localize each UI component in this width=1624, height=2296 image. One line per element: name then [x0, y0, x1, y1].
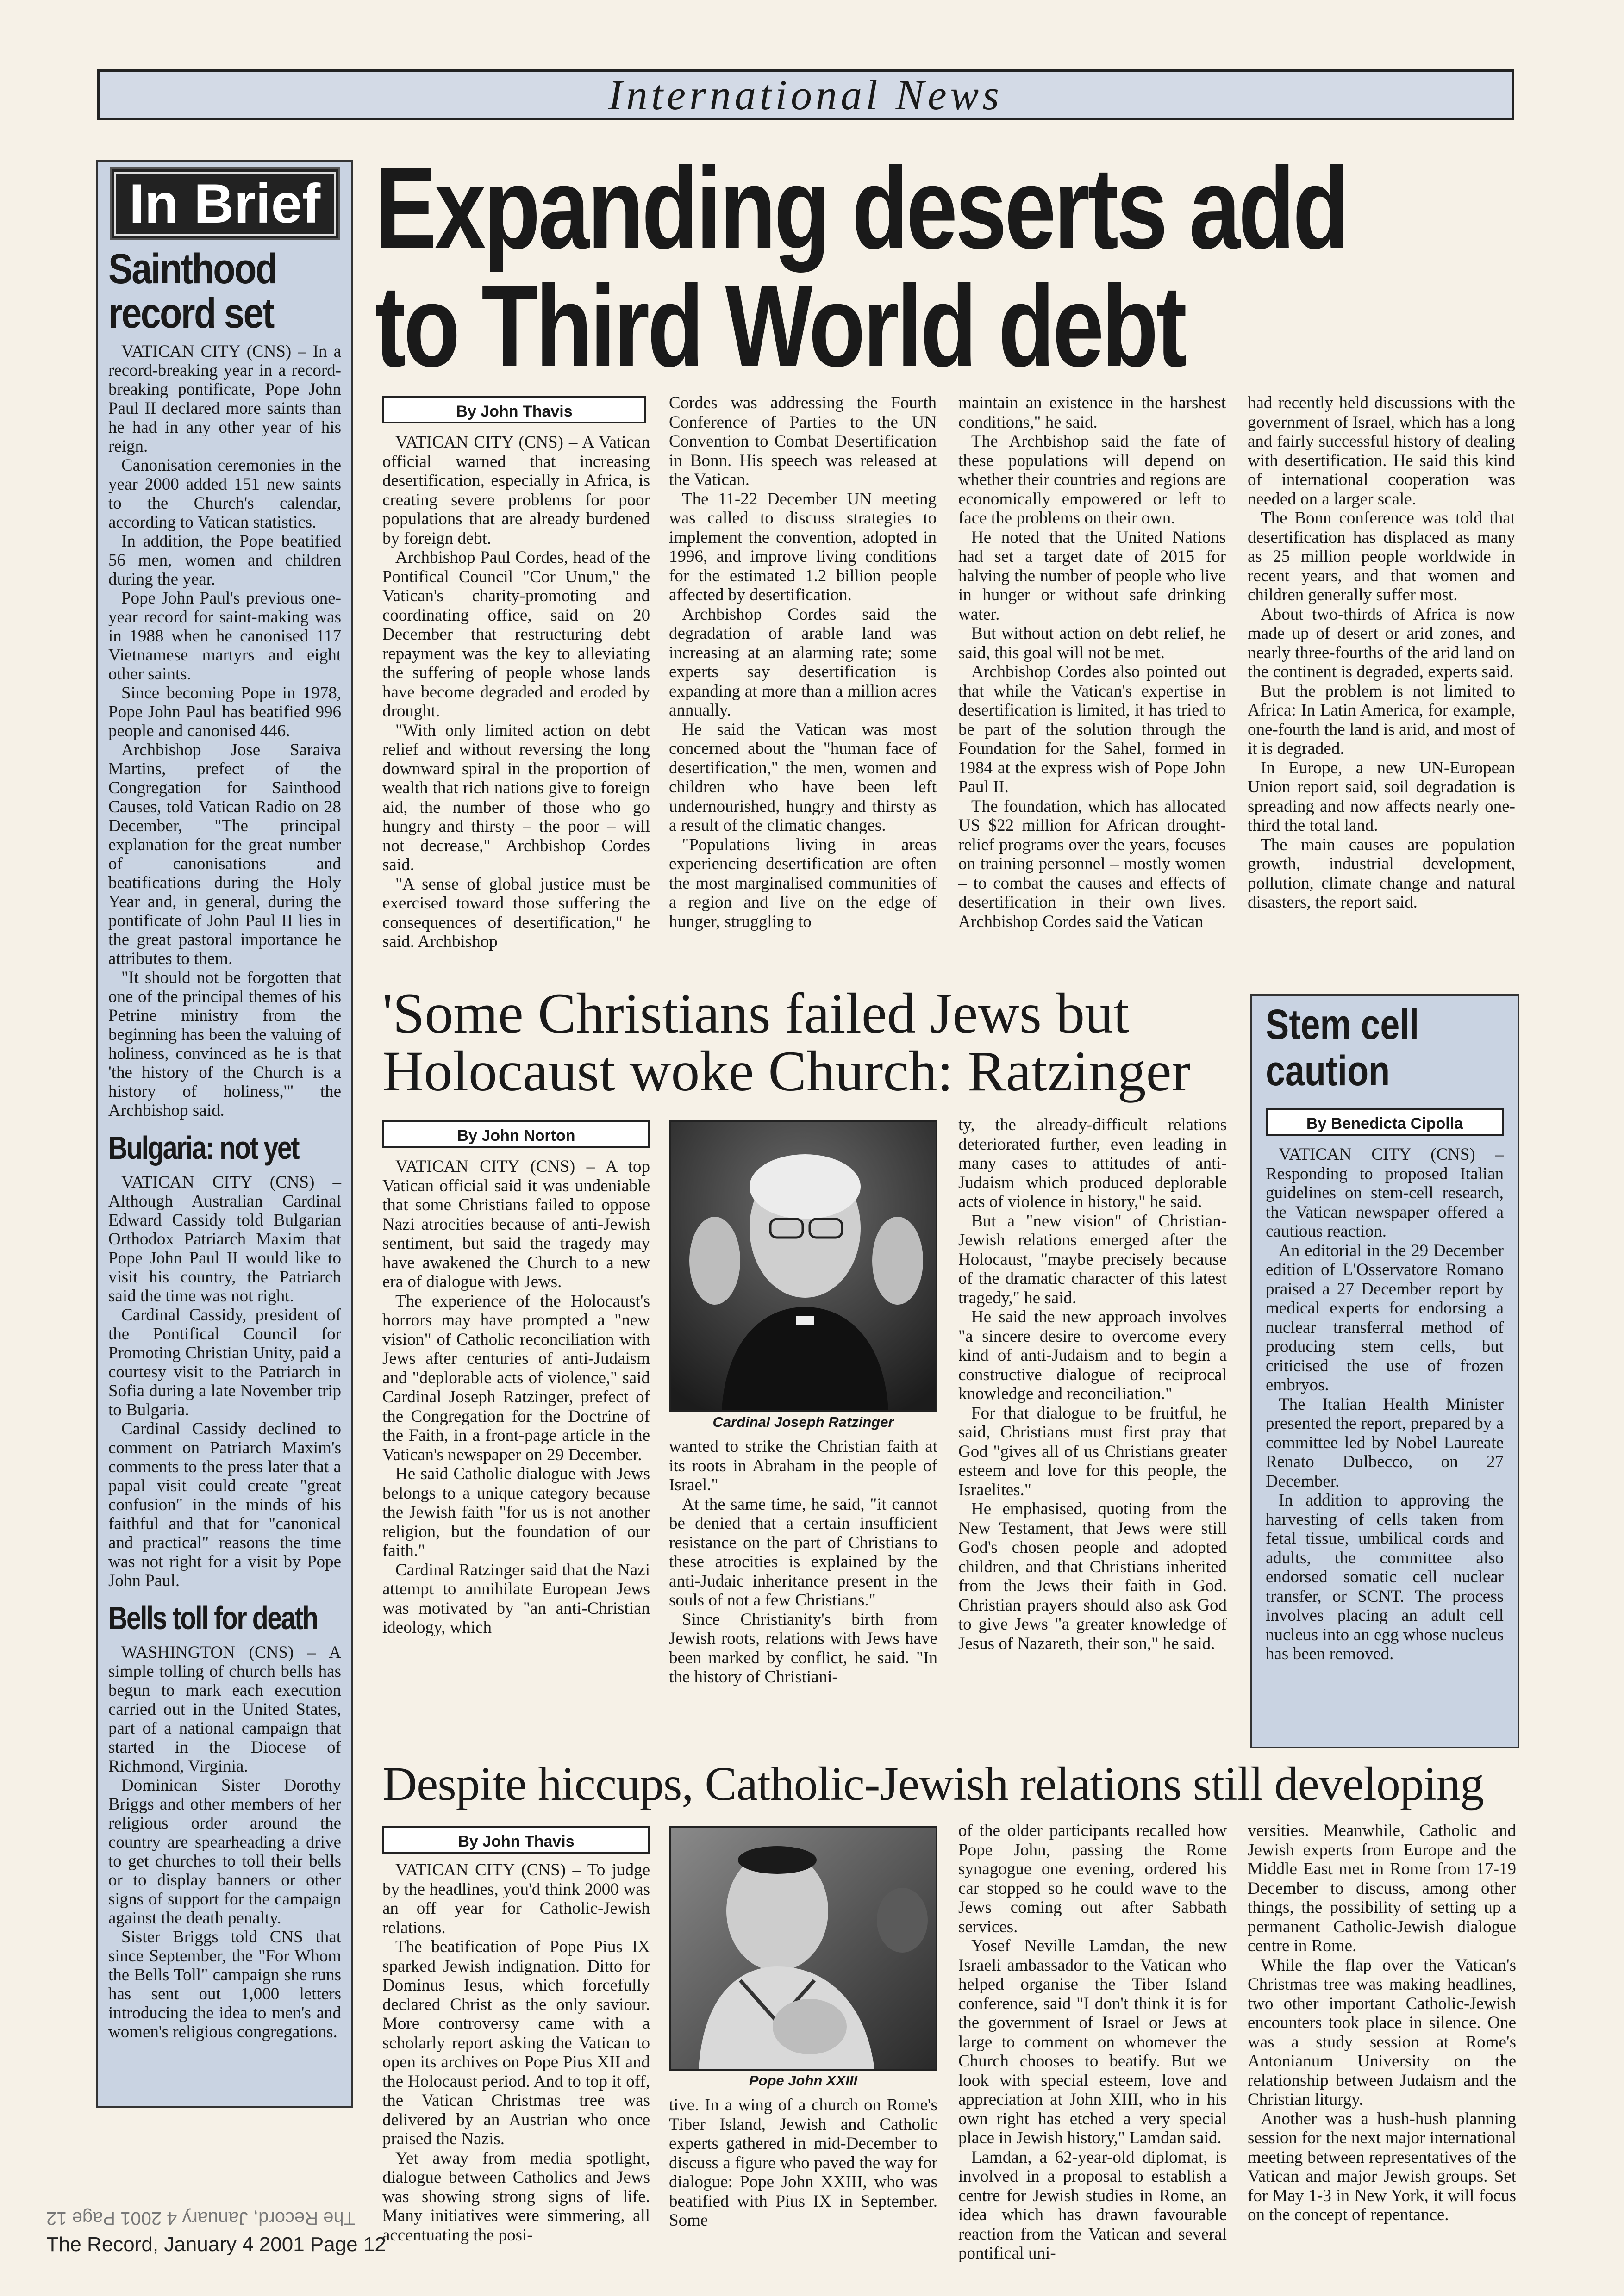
paragraph: Dominican Sister Dorothy Briggs and other members of her religious order around the country are spearheading a drive to get churches to toll their bells or to display banners or other signs of support for the campaign against the death penalty. — [108, 1776, 341, 1928]
lead-headline-line-2: to Third World debt — [375, 261, 1185, 391]
paragraph: maintain an existence in the harshest conditions," he said. — [958, 393, 1226, 432]
relations-byline: By John Thavis — [382, 1826, 650, 1854]
ratzinger-headline-line-2: Holocaust woke Church: Ratzinger — [382, 1039, 1191, 1103]
ratzinger-photo-image — [671, 1122, 936, 1410]
brief-body — [108, 342, 341, 1120]
paragraph: Cardinal Cassidy declined to comment on Patriarch Maxim's comments to the press later that a papal visit could create "great confusion" in the minds of his faithful and that for "canonical and practical" reasons the time was not right for a visit by Pope John Paul. — [108, 1419, 341, 1590]
in-brief-sidebar — [96, 160, 353, 2108]
paragraph: VATICAN CITY (CNS) – A top Vatican official said it was undeniable that some Christians failed to oppose Nazi atrocities because of anti-Jewish sentiment, but said the tragedy may have awakened the Church to a new era of dialogue with Jews. — [382, 1157, 650, 1291]
paragraph: At the same time, he said, "it cannot be denied that a certain insufficient resistance on the part of Christians to these atrocities is explained by the anti-Judaic inheritance present in the souls of not a few Christians." — [669, 1494, 937, 1610]
section-header-bar — [97, 69, 1514, 120]
section-title: International News — [608, 71, 1003, 118]
paragraph: Another was a hush-hush planning session for the next major international meeting between representatives of the Vatican and major Jewish groups. Set for May 1-3 in New York, it will focus on the concept of repentance. — [1248, 2109, 1516, 2224]
paragraph: "It should not be forgotten that one of the principal themes of his Petrine ministry from the beginning has been the valuing of holiness, convinced as he is that 'the history of the Church is a history of holiness,'" the Archbishop said. — [108, 968, 341, 1120]
paragraph: The Archbishop said the fate of these populations will depend on whether their countries and regions are economically empowered or left to face the problems on their own. — [958, 432, 1226, 528]
paragraph: VATICAN CITY (CNS) – In a record-breaking year in a record-breaking pontificate, Pope John Paul II declared more saints than he had in any other year of his reign. — [108, 342, 341, 456]
paragraph: Yet away from media spotlight, dialogue between Catholics and Jews was showing strong signs of life. Many initiatives were simmering, all accentuating the posi- — [382, 2148, 650, 2245]
brief-body — [108, 1643, 341, 2041]
paragraph: "A sense of global justice must be exercised toward those suffering the consequences of desertification," he said. Archbishop — [382, 874, 650, 951]
lead-column-4 — [1248, 393, 1515, 912]
ratzinger-column-3 — [958, 1115, 1227, 1653]
paragraph: of the older participants recalled how Pope John, passing the Rome synagogue one evening, ordered his car stopped so he could wave to the Jews coming out after Sabbath services. — [958, 1821, 1227, 1936]
paragraph: Cardinal Ratzinger said that the Nazi attempt to annihilate European Jews was motivated by "an anti-Christian ideology, which — [382, 1560, 650, 1637]
john-xxiii-photo — [669, 1826, 937, 2071]
paragraph: But the problem is not limited to Africa: In Latin America, for example, one-fourth the land is arid, and most of it is degraded. — [1248, 681, 1515, 758]
paragraph: An editorial in the 29 December edition of L'Osservatore Romano praised a 27 December report by medical experts for endorsing a nuclear transferral method of producing stem cells, but criticised the use of frozen embryos. — [1266, 1241, 1504, 1394]
ratzinger-headline-line-1: 'Some Christians failed Jews but — [382, 982, 1130, 1045]
paragraph: wanted to strike the Christian faith at its roots in Abraham in the people of Israel." — [669, 1437, 937, 1494]
paragraph: "With only limited action on debt relief and without reversing the long downward spiral in the proportion of wealth that rich nations give to foreign aid, the number of those who go hungry and thirsty – the poor – will not decrease," Archbishop Cordes said. — [382, 721, 650, 874]
stem-headline: Stem cell caution — [1266, 1001, 1419, 1095]
paragraph: Archbishop Cordes also pointed out that while the Vatican's expertise in desertification is limited, it has tried to be part of the solution through the Foundation for the Sahel, formed in 1984 at the express wish of Pope John Paul II. — [958, 662, 1226, 796]
paragraph: Archbishop Jose Saraiva Martins, prefect of the Congregation for Sainthood Causes, told Vatican Radio on 28 December, "The principal explanation for the great number of canonisations and beatifications during the Holy Year and, in general, during the pontificate of John Paul II lies in the great pastoral importance he attributes to them. — [108, 740, 341, 968]
paragraph: Cordes was addressing the Fourth Conference of Parties to the UN Convention to Combat Desertification in Bonn. His speech was released at the Vatican. — [669, 393, 937, 489]
paragraph: "Populations living in areas experiencing desertification are often the most marginalised communities of a region and live on the edge of hunger, struggling to — [669, 835, 937, 931]
paragraph: Canonisation ceremonies in the year 2000 added 151 new saints to the Church's calendar, according to Vatican statistics. — [108, 456, 341, 532]
ratzinger-byline: By John Norton — [382, 1120, 650, 1148]
lead-column-2 — [669, 393, 937, 931]
paragraph: WASHINGTON (CNS) – A simple tolling of church bells has begun to mark each execution carried out in the United States, part of a national campaign that started in the Diocese of Richmond, Virginia. — [108, 1643, 341, 1776]
ratzinger-column-2 — [669, 1437, 937, 1687]
paragraph: Cardinal Cassidy, president of the Pontifical Council for Promoting Christian Unity, paid a courtesy visit to the Patriarch in Sofia during a late November trip to Bulgaria. — [108, 1306, 341, 1419]
paragraph: VATICAN CITY (CNS) – To judge by the headlines, you'd think 2000 was an off year for Catholic-Jewish relations. — [382, 1860, 650, 1937]
paragraph: Lamdan, a 62-year-old diplomat, is involved in a proposal to establish a centre for Jewish studies in Rome, an idea which has drawn favourable reaction from the Vatican and several pontifical uni- — [958, 2147, 1227, 2263]
paragraph: He said the new approach involves "a sincere desire to overcome every kind of anti-Judaism and to begin a constructive dialogue of reciprocal knowledge and reconciliation." — [958, 1307, 1227, 1403]
paragraph: He noted that the United Nations had set a target date of 2015 for halving the number of people who live in hunger or without safe drinking water. — [958, 528, 1226, 624]
paragraph: Archbishop Cordes said the degradation of arable land was increasing at an alarming rate; some experts say desertification is expanding at more than a million acres annually. — [669, 604, 937, 720]
paragraph: While the flap over the Vatican's Christmas tree was making headlines, two other important Catholic-Jewish encounters took place in silence. One was a study session at Rome's Antonianum University on the relationship between Judaism and the Christian liturgy. — [1248, 1955, 1516, 2109]
paragraph: But without action on debt relief, he said, this goal will not be met. — [958, 624, 1226, 662]
paragraph: Pope John Paul's previous one-year record for saint-making was in 1988 when he canonised 117 Vietnamese martyrs and eight other saints. — [108, 589, 341, 684]
paragraph: had recently held discussions with the government of Israel, which has a long and fairly successful history of dealing with desertification. He said this kind of international cooperation was needed on a larger scale. — [1248, 393, 1515, 509]
paragraph: Yosef Neville Lamdan, the new Israeli ambassador to the Vatican who helped organise the Tiber Island conference, said "I don't think it is for the government of Israel or Jews at large to comment on whomever the Church chooses to beatify. But we look with special esteem, love and appreciation at John XIII, who in his own right has etched a very special place in Jewish history," Lamdan said. — [958, 1936, 1227, 2147]
brief-headline: Bells toll for death — [108, 1600, 318, 1636]
paragraph: ty, the already-difficult relations deteriorated further, even leading in many cases to attitudes of anti-Judaism which produced deplorable acts of violence in history," he said. — [958, 1115, 1227, 1211]
brief-item-bulgaria — [108, 1129, 341, 1590]
relations-column-3 — [958, 1821, 1227, 2263]
paragraph: Sister Briggs told CNS that since September, the "For Whom the Bells Toll" campaign she runs has sent out 1,000 letters introducing the idea to men's and women's religious congregations. — [108, 1928, 341, 2041]
paragraph: About two-thirds of Africa is now made up of desert or arid zones, and nearly three-fourths of the arid land on the continent is degraded, experts said. — [1248, 604, 1515, 681]
paragraph: versities. Meanwhile, Catholic and Jewish experts from Europe and the Middle East met in Rome from 17-19 December to discuss, among other things, the possibility of setting up a permanent Catholic-Jewish dialogue centre in Rome. — [1248, 1821, 1516, 1955]
page-footer: The Record, January 4 2001 Page 12 — [46, 2233, 386, 2256]
lead-column-1 — [382, 433, 650, 952]
paragraph: Since becoming Pope in 1978, Pope John Paul has beatified 996 people and canonised 446. — [108, 684, 341, 740]
paragraph: VATICAN CITY (CNS) – A Vatican official warned that increasing desertification, especially in Africa, is creating severe problems for poor populations that are already burdened by foreign debt. — [382, 433, 650, 548]
brief-item-bells — [108, 1599, 341, 2041]
paragraph: In addition to approving the harvesting of cells taken from fetal tissue, umbilical cords and adults, the committee also endorsed somatic cell nuclear transfer, or SCNT. The process involves placing an adult cell nucleus into an egg whose nucleus has been removed. — [1266, 1491, 1504, 1663]
brief-item-sainthood — [108, 247, 341, 1120]
brief-headline: Bulgaria: not yet — [108, 1130, 299, 1166]
in-brief-badge: In Brief — [110, 167, 340, 240]
paragraph: In addition, the Pope beatified 56 men, women and children during the year. — [108, 532, 341, 589]
paragraph: Archbishop Paul Cordes, head of the Pontifical Council "Cor Unum," the Vatican's charity-promoting and coordinating office, said on 20 December that restructuring debt repayment was the key to alleviating the suffering of people whose lands have become degraded and eroded by drought. — [382, 548, 650, 721]
paragraph: The foundation, which has allocated US $22 million for African drought-relief programs over the years, focuses on training personnel – mostly women – to combat the causes and effects of desertification in their own lives. Archbishop Cordes said the Vatican — [958, 796, 1226, 931]
lead-byline: By John Thavis — [382, 396, 646, 423]
paragraph: tive. In a wing of a church on Rome's Tiber Island, Jewish and Catholic experts gathered in mid-December to discuss a figure who paved the way for dialogue: Pope John XXIII, who was beatified with Pius IX in September. Some — [669, 2096, 937, 2230]
paragraph: The 11-22 December UN meeting was called to discuss strategies to implement the convention, adopted in 1996, and improve living conditions for the estimated 1.2 billion people affected by desertification. — [669, 489, 937, 604]
john-xxiii-photo-caption: Pope John XXIII — [749, 2072, 858, 2089]
paragraph: He emphasised, quoting from the New Testament, that Jews were still God's chosen people and adopted children, and that Christians inherited from the Jews their faith in God. Christian prayers should also ask God to give Jews "a greater knowledge of Jesus of Nazareth, their son," he said. — [958, 1500, 1227, 1653]
lead-headline-line-1: Expanding deserts add — [375, 143, 1347, 273]
stem-byline: By Benedicta Cipolla — [1266, 1108, 1504, 1136]
paragraph: VATICAN CITY (CNS) – Although Australian Cardinal Edward Cassidy told Bulgarian Orthodox Patriarch Maxim that Pope John Paul II would like to visit his country, the Patriarch said the time was not right. — [108, 1173, 341, 1306]
paragraph: The experience of the Holocaust's horrors may have prompted a "new vision" of Catholic reconciliation with Jews after centuries of anti-Judaism and "deplorable acts of violence," said Cardinal Joseph Ratzinger, prefect of the Congregation for the Doctrine of the Faith, in a front-page article in the Vatican's newspaper on 29 December. — [382, 1291, 650, 1464]
ratzinger-column-1 — [382, 1157, 650, 1637]
paragraph: The beatification of Pope Pius IX sparked Jewish indignation. Ditto for Dominus Iesus, which forcefully declared Christ as the only saviour. More controversy came with a scholarly report asking the Vatican to open its archives on Pope Pius XII and the Holocaust period. And to top it off, the Vatican Christmas tree was delivered by an Austrian who once praised the Nazis. — [382, 1937, 650, 2148]
john-xxiii-photo-image — [671, 1828, 936, 2069]
stem-body — [1266, 1145, 1504, 1664]
paragraph: He said Catholic dialogue with Jews belongs to a unique category because the Jewish faith "for us is not another religion, but the foundation of our faith." — [382, 1464, 650, 1560]
paragraph: But a "new vision" of Christian-Jewish relations emerged after the Holocaust, "maybe precisely because of the dramatic character of this latest tragedy," he said. — [958, 1211, 1227, 1307]
ratzinger-photo — [669, 1120, 937, 1412]
paragraph: Since Christianity's birth from Jewish roots, relations with Jews have been marked by conflict, he said. "In the history of Christiani- — [669, 1610, 937, 1686]
paragraph: The Bonn conference was told that desertification has displaced as many as 25 million people worldwide in recent years, and that women and children generally suffer most. — [1248, 509, 1515, 604]
relations-column-2 — [669, 2096, 937, 2230]
paragraph: In Europe, a new UN-European Union report said, soil degradation is spreading and now affects nearly one-third the total land. — [1248, 758, 1515, 835]
footer-mirrored-bleed: The Record, January 4 2001 Page 12 — [46, 2208, 356, 2228]
brief-headline: Sainthood record set — [108, 245, 277, 337]
relations-headline: Despite hiccups, Catholic-Jewish relations still developing — [382, 1757, 1484, 1811]
paragraph: He said the Vatican was most concerned about the "human face of desertification," the men, women and children who have been left undernourished, hungry and thirsty as a result of the climatic changes. — [669, 720, 937, 835]
paragraph: For that dialogue to be fruitful, he said, Christians must first pray that God "gives all of us Christians greater esteem and love for this people, the Israelites." — [958, 1403, 1227, 1500]
brief-body — [108, 1173, 341, 1590]
ratzinger-photo-caption: Cardinal Joseph Ratzinger — [712, 1414, 894, 1430]
relations-column-4 — [1248, 1821, 1516, 2225]
lead-column-3 — [958, 393, 1226, 931]
relations-column-1 — [382, 1860, 650, 2245]
paragraph: The main causes are population growth, industrial development, pollution, climate change and natural disasters, the report said. — [1248, 835, 1515, 912]
paragraph: VATICAN CITY (CNS) – Responding to proposed Italian guidelines on stem-cell research, the Vatican newspaper offered a cautious reaction. — [1266, 1145, 1504, 1241]
paragraph: The Italian Health Minister presented the report, prepared by a committee led by Nobel Laureate Renato Dulbecco, on 27 December. — [1266, 1394, 1504, 1491]
stem-cell-box — [1250, 994, 1519, 1748]
